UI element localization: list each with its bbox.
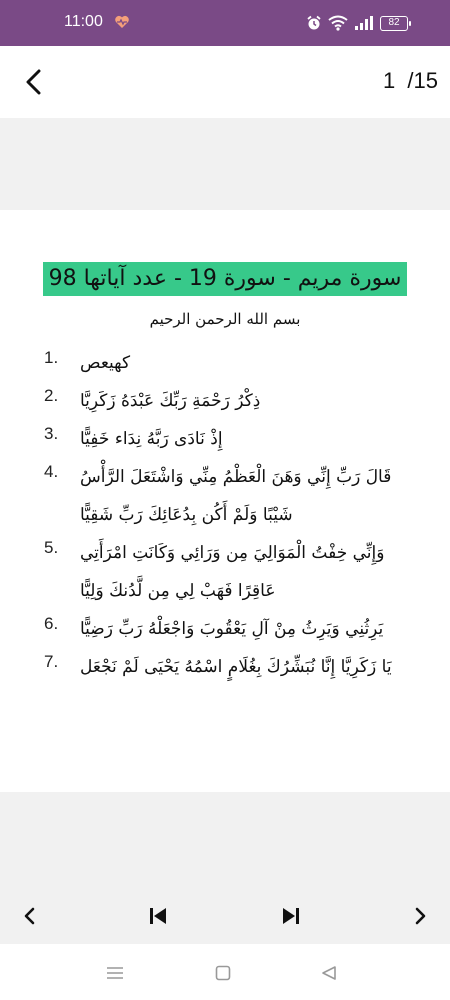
status-time: 11:00 <box>64 13 103 30</box>
verse-item <box>44 610 414 648</box>
heart-pulse-icon <box>114 14 130 30</box>
skip-last-icon <box>281 907 301 925</box>
verse-number: 5. <box>44 538 59 557</box>
prev-page-button[interactable] <box>14 900 46 932</box>
app-header <box>0 46 450 118</box>
home-icon <box>215 965 231 981</box>
back-triangle-icon <box>321 965 337 981</box>
verse-item <box>44 344 414 382</box>
status-bar <box>0 0 450 46</box>
verse-text: ذِكْرُ رَحْمَةِ رَبِّكَ عَبْدَهُ زَكَرِيَّا <box>80 391 261 411</box>
verse-list <box>44 344 414 686</box>
battery-level: 82 <box>388 16 400 28</box>
verse-item <box>44 382 414 420</box>
page-counter: 1 /15 <box>382 68 438 93</box>
verse-text: كهيعص <box>80 353 131 373</box>
home-button[interactable] <box>212 962 234 984</box>
verse-text: يَا زَكَرِيَّا إِنَّا نُبَشِّرُكَ بِغُلَامٍ اسْمُهُ يَحْيَى لَمْ نَجْعَل <box>80 657 392 677</box>
back-arrow-icon <box>24 69 44 95</box>
verse-number: 1. <box>44 348 59 367</box>
skip-first-button[interactable] <box>142 900 174 932</box>
menu-icon <box>106 965 124 981</box>
verse-text: وَإِنِّي خِفْتُ الْمَوَالِيَ مِن وَرَائِي وَكَانَتِ امْرَأَتِي عَاقِرًا فَهَبْ لِي مِن لَّدُنكَ وَلِيًّا <box>80 543 385 601</box>
verse-number: 6. <box>44 614 59 633</box>
signal-icon <box>354 15 374 31</box>
surah-content <box>0 210 450 792</box>
wifi-icon <box>328 15 348 31</box>
recent-apps-button[interactable] <box>104 962 126 984</box>
verse-item <box>44 648 414 686</box>
verse-text: قَالَ رَبِّ إِنِّي وَهَنَ الْعَظْمُ مِنِّي وَاشْتَعَلَ الرَّأْسُ شَيْبًا وَلَمْ أَكُن بِدُعَائِكَ رَبِّ شَقِيًّا <box>80 467 392 525</box>
next-page-button[interactable] <box>404 900 436 932</box>
verse-number: 3. <box>44 424 59 443</box>
skip-last-button[interactable] <box>275 900 307 932</box>
status-icons <box>306 12 408 34</box>
back-button[interactable] <box>14 62 54 102</box>
verse-navigation <box>0 896 450 936</box>
bismillah: بسم الله الرحمن الرحيم <box>149 310 301 328</box>
prev-chevron-icon <box>23 907 37 925</box>
verse-text: يَرِثُنِي وَيَرِثُ مِنْ آلِ يَعْقُوبَ وَاجْعَلْهُ رَبِّ رَضِيًّا <box>80 619 384 639</box>
system-back-button[interactable] <box>318 962 340 984</box>
verse-item <box>44 534 414 610</box>
alarm-icon <box>306 15 322 31</box>
verse-item <box>44 458 414 534</box>
top-banner-area <box>0 118 450 210</box>
system-nav-bar <box>0 944 450 1000</box>
verse-item <box>44 420 414 458</box>
verse-number: 2. <box>44 386 59 405</box>
verse-text: إِذْ نَادَى رَبَّهُ نِدَاء خَفِيًّا <box>80 429 223 449</box>
battery-icon <box>380 16 408 31</box>
next-chevron-icon <box>413 907 427 925</box>
surah-title: سورة مريم - سورة 19 - عدد آياتها 98 <box>43 262 408 296</box>
verse-number: 4. <box>44 462 59 481</box>
verse-number: 7. <box>44 652 59 671</box>
skip-first-icon <box>148 907 168 925</box>
